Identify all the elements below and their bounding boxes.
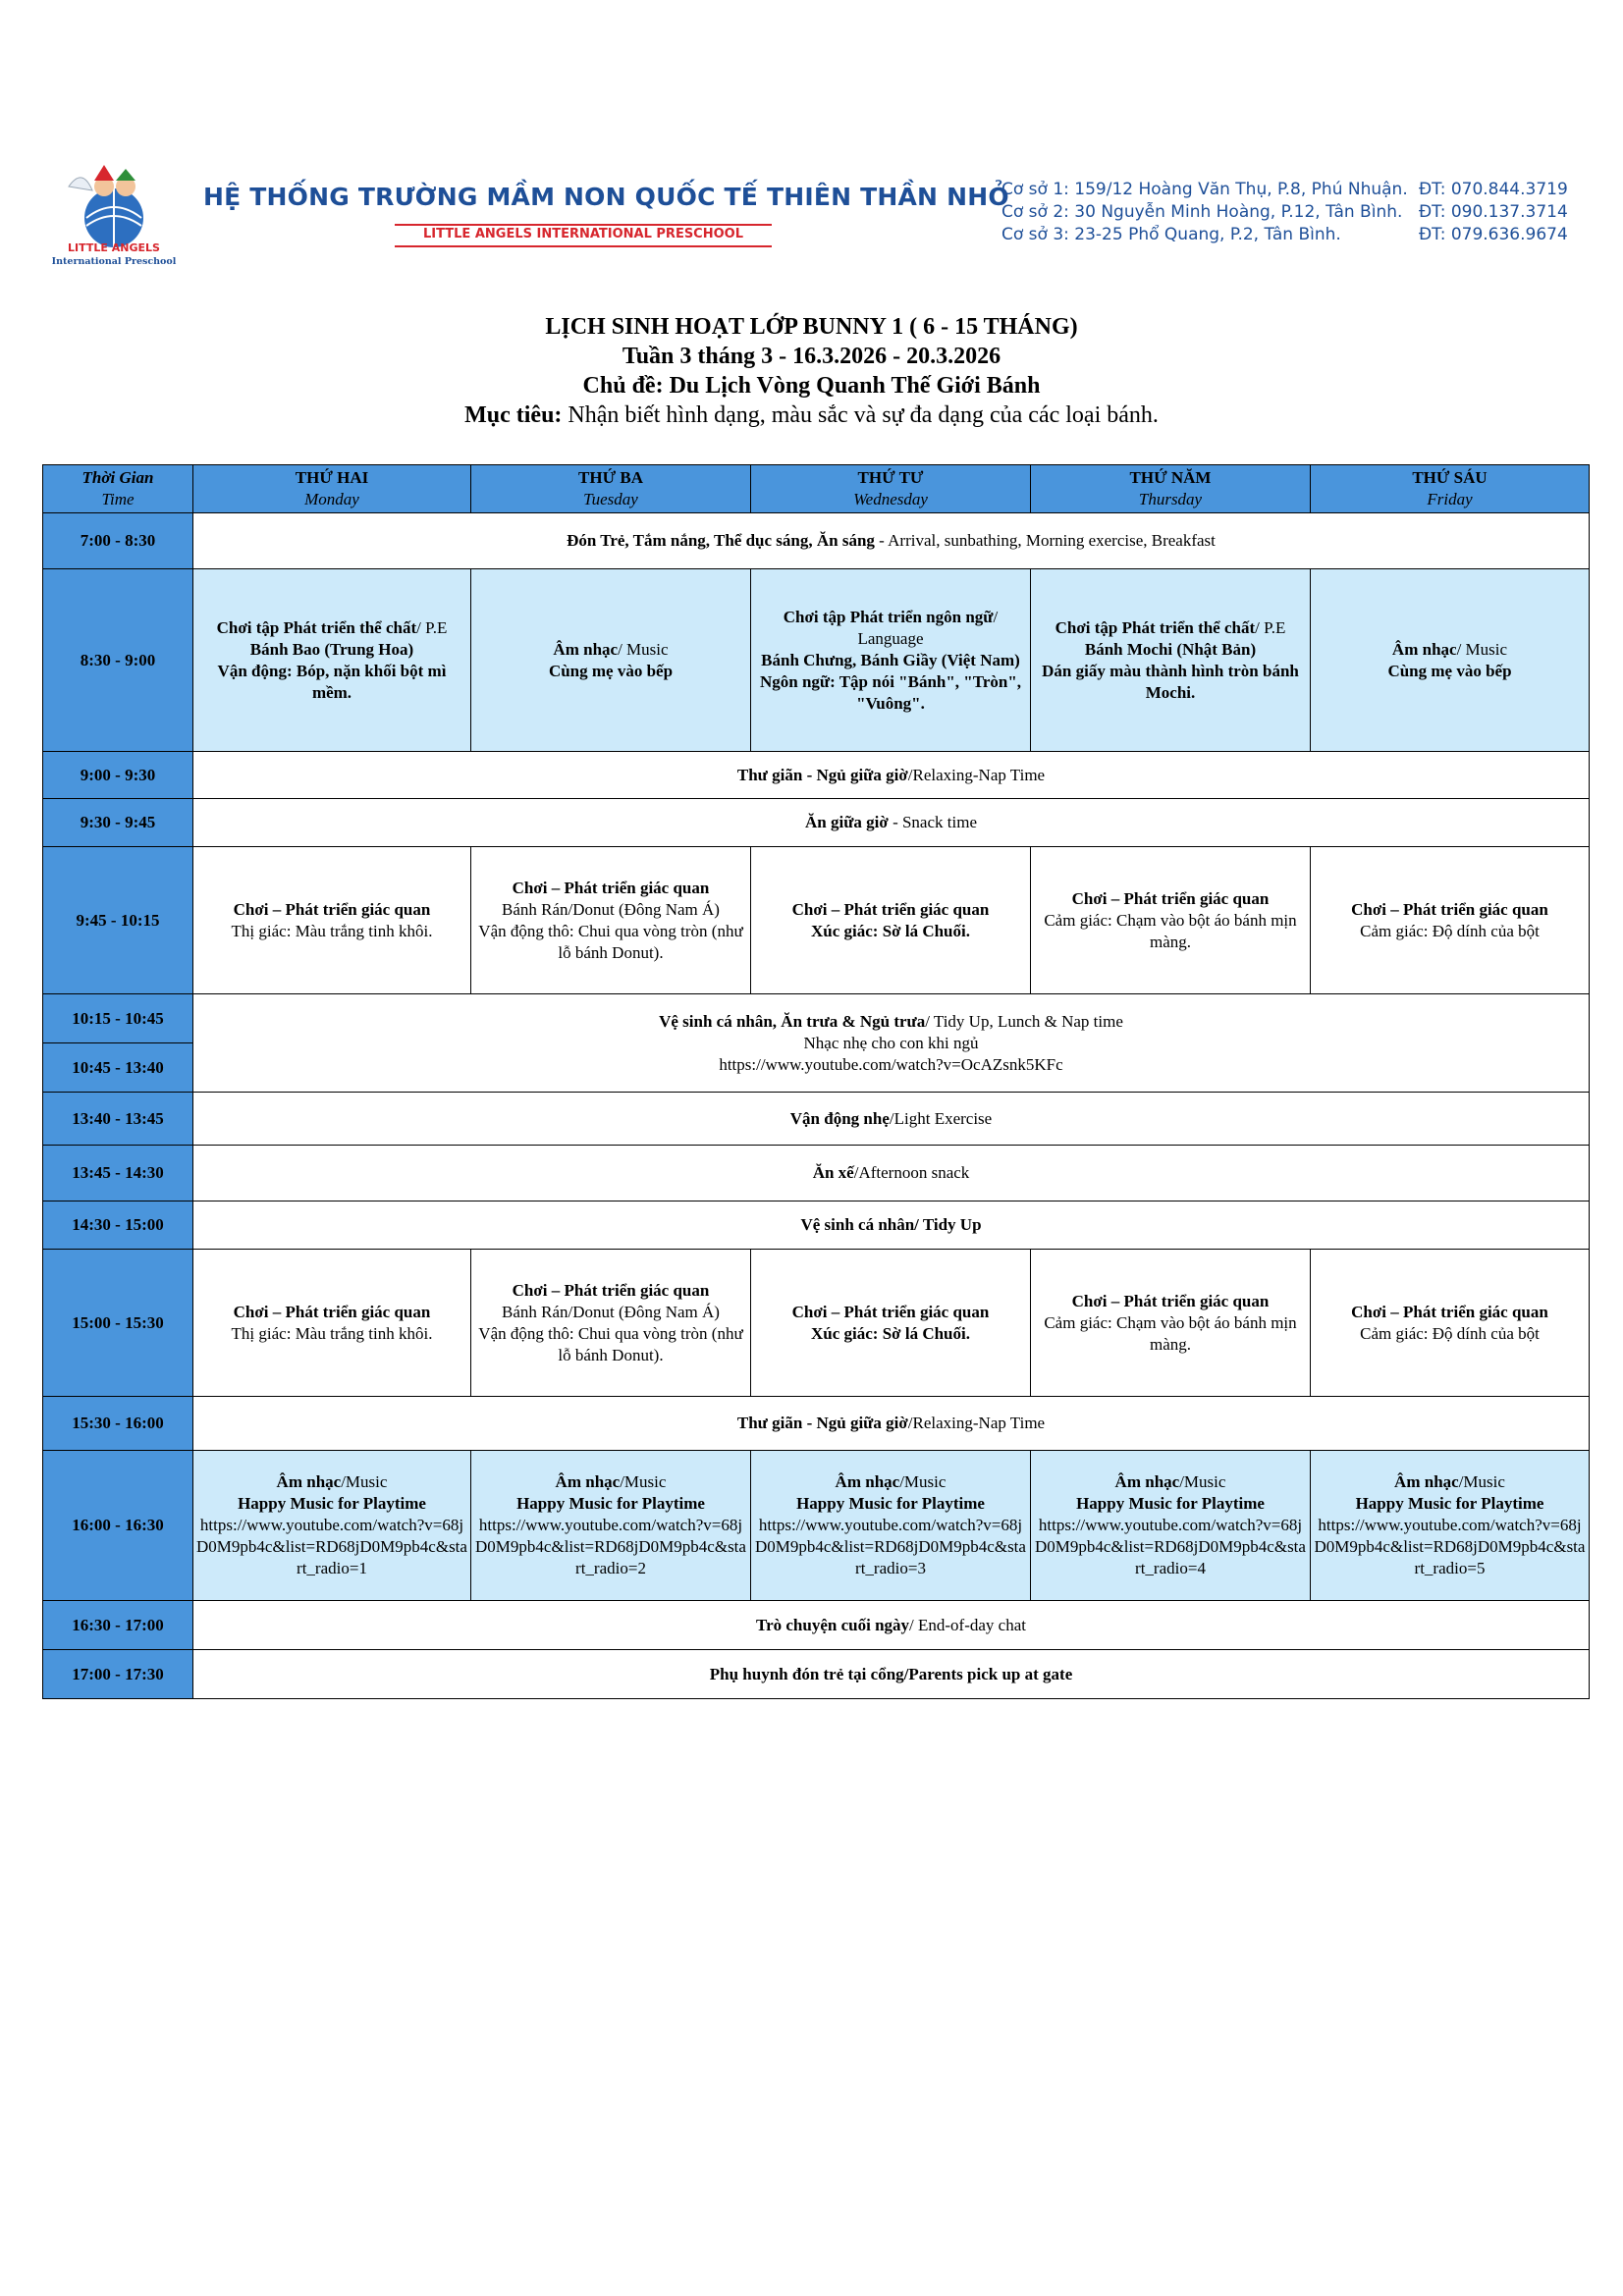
logo-text: LITTLE ANGELS bbox=[68, 241, 160, 254]
table-row bbox=[43, 994, 1590, 1043]
activity-cell: Đón Trẻ, Tắm nắng, Thể dục sáng, Ăn sáng - Arrival, sunbathing, Morning exercise, Breakfast bbox=[193, 513, 1590, 569]
time-cell: 16:00 - 16:30 bbox=[43, 1451, 193, 1601]
branch-address: Cơ sở 3: 23-25 Phổ Quang, P.2, Tân Bình. bbox=[1001, 225, 1341, 244]
brand-subtitle: LITTLE ANGELS INTERNATIONAL PRESCHOOL bbox=[422, 227, 743, 241]
activity-cell: Âm nhạc/Music Happy Music for Playtime https://www.youtube.com/watch?v=68jD0M9pb4c&list=RD68jD0M9pb4c&start_radio=1 bbox=[193, 1451, 471, 1601]
header-friday: THỨ SÁU Friday bbox=[1311, 465, 1590, 513]
activity-cell: Chơi – Phát triển giác quan Xúc giác: Sờ lá Chuối. bbox=[751, 1250, 1031, 1397]
logo-subtext: International Preschool bbox=[51, 256, 177, 267]
goal-text: Nhận biết hình dạng, màu sắc và sự đa dạng của các loại bánh. bbox=[562, 402, 1159, 428]
activity-cell: Âm nhạc/Music Happy Music for Playtime https://www.youtube.com/watch?v=68jD0M9pb4c&list=RD68jD0M9pb4c&start_radio=2 bbox=[471, 1451, 751, 1601]
branch-address: Cơ sở 1: 159/12 Hoàng Văn Thụ, P.8, Phú Nhuận. bbox=[1001, 180, 1408, 199]
time-cell: 16:30 - 17:00 bbox=[43, 1601, 193, 1650]
goal-label: Mục tiêu: bbox=[464, 402, 563, 428]
school-logo-icon bbox=[43, 147, 190, 270]
branch-list bbox=[1001, 179, 1568, 246]
activity-cell: Chơi – Phát triển giác quan Bánh Rán/Donut (Đông Nam Á) Vận động thô: Chui qua vòng tròn (như lỗ bánh Donut). bbox=[471, 1250, 751, 1397]
time-cell: 7:00 - 8:30 bbox=[43, 513, 193, 569]
table-row bbox=[43, 569, 1590, 752]
header-monday: THỨ HAI Monday bbox=[193, 465, 471, 513]
activity-cell: Chơi – Phát triển giác quan Cảm giác: Độ dính của bột bbox=[1311, 1250, 1590, 1397]
page-header bbox=[0, 0, 1623, 285]
activity-cell: Ăn xế/Afternoon snack bbox=[193, 1146, 1590, 1201]
header-thursday: THỨ NĂM Thursday bbox=[1031, 465, 1311, 513]
activity-cell: Âm nhạc/ Music Cùng mẹ vào bếp bbox=[1311, 569, 1590, 752]
table-row bbox=[43, 1201, 1590, 1250]
schedule-titles bbox=[0, 312, 1623, 430]
activity-cell: Chơi – Phát triển giác quan Cảm giác: Chạm vào bột áo bánh mịn màng. bbox=[1031, 847, 1311, 994]
schedule-theme: Chủ đề: Du Lịch Vòng Quanh Thế Giới Bánh bbox=[582, 373, 1041, 399]
activity-cell: Chơi tập Phát triển thể chất/ P.E Bánh Bao (Trung Hoa) Vận động: Bóp, nặn khối bột mì mềm. bbox=[193, 569, 471, 752]
time-cell: 15:30 - 16:00 bbox=[43, 1397, 193, 1451]
brand-divider bbox=[395, 224, 772, 226]
header-wednesday: THỨ TƯ Wednesday bbox=[751, 465, 1031, 513]
schedule-table bbox=[42, 464, 1590, 1699]
table-row bbox=[43, 1250, 1590, 1397]
header-tuesday: THỨ BA Tuesday bbox=[471, 465, 751, 513]
activity-cell: Vệ sinh cá nhân, Ăn trưa & Ngủ trưa/ Tidy Up, Lunch & Nap time Nhạc nhẹ cho con khi ngủ https://www.youtube.com/watch?v=OcAZsnk5KFc bbox=[193, 994, 1590, 1093]
activity-cell: Âm nhạc/Music Happy Music for Playtime https://www.youtube.com/watch?v=68jD0M9pb4c&list=RD68jD0M9pb4c&start_radio=4 bbox=[1031, 1451, 1311, 1601]
time-cell: 9:45 - 10:15 bbox=[43, 847, 193, 994]
table-row bbox=[43, 847, 1590, 994]
time-cell: 9:00 - 9:30 bbox=[43, 752, 193, 799]
activity-cell: Âm nhạc/ Music Cùng mẹ vào bếp bbox=[471, 569, 751, 752]
time-cell: 17:00 - 17:30 bbox=[43, 1650, 193, 1699]
table-row bbox=[43, 1451, 1590, 1601]
schedule-goal bbox=[0, 400, 1623, 430]
activity-cell: Chơi – Phát triển giác quan Cảm giác: Độ dính của bột bbox=[1311, 847, 1590, 994]
activity-cell: Chơi – Phát triển giác quan Xúc giác: Sờ lá Chuối. bbox=[751, 847, 1031, 994]
table-row bbox=[43, 1093, 1590, 1146]
time-cell: 13:45 - 14:30 bbox=[43, 1146, 193, 1201]
branch-row bbox=[1001, 201, 1568, 224]
activity-cell: Thư giãn - Ngủ giữa giờ/Relaxing-Nap Time bbox=[193, 1397, 1590, 1451]
schedule-title: LỊCH SINH HOẠT LỚP BUNNY 1 ( 6 - 15 THÁNG) bbox=[545, 314, 1078, 340]
branch-address: Cơ sở 2: 30 Nguyễn Minh Hoàng, P.12, Tân Bình. bbox=[1001, 202, 1403, 222]
table-row bbox=[43, 1146, 1590, 1201]
brand-title: HỆ THỐNG TRƯỜNG MẦM NON QUỐC TẾ THIÊN THẦN NHỎ bbox=[203, 183, 1009, 211]
activity-cell: Chơi tập Phát triển thể chất/ P.E Bánh Mochi (Nhật Bản) Dán giấy màu thành hình tròn bánh Mochi. bbox=[1031, 569, 1311, 752]
table-row bbox=[43, 1397, 1590, 1451]
time-cell: 9:30 - 9:45 bbox=[43, 799, 193, 847]
table-row bbox=[43, 752, 1590, 799]
activity-cell: Chơi tập Phát triển ngôn ngữ/ Language Bánh Chưng, Bánh Giầy (Việt Nam) Ngôn ngữ: Tập nói "Bánh", "Tròn", "Vuông". bbox=[751, 569, 1031, 752]
activity-cell: Vệ sinh cá nhân/ Tidy Up bbox=[193, 1201, 1590, 1250]
activity-cell: Chơi – Phát triển giác quan Bánh Rán/Donut (Đông Nam Á) Vận động thô: Chui qua vòng tròn (như lỗ bánh Donut). bbox=[471, 847, 751, 994]
branch-row bbox=[1001, 224, 1568, 246]
header-row bbox=[43, 465, 1590, 513]
branch-row bbox=[1001, 179, 1568, 201]
activity-cell: Vận động nhẹ/Light Exercise bbox=[193, 1093, 1590, 1146]
activity-cell: Chơi – Phát triển giác quan Cảm giác: Chạm vào bột áo bánh mịn màng. bbox=[1031, 1250, 1311, 1397]
table-row bbox=[43, 1650, 1590, 1699]
header-time: Thời Gian Time bbox=[43, 465, 193, 513]
activity-cell: Ăn giữa giờ - Snack time bbox=[193, 799, 1590, 847]
branch-phone: ĐT: 070.844.3719 bbox=[1419, 180, 1568, 199]
time-cell: 8:30 - 9:00 bbox=[43, 569, 193, 752]
activity-cell: Phụ huynh đón trẻ tại cổng/Parents pick up at gate bbox=[193, 1650, 1590, 1699]
activity-cell: Chơi – Phát triển giác quan Thị giác: Màu trắng tinh khôi. bbox=[193, 1250, 471, 1397]
activity-cell: Thư giãn - Ngủ giữa giờ/Relaxing-Nap Time bbox=[193, 752, 1590, 799]
table-row bbox=[43, 799, 1590, 847]
time-cell: 14:30 - 15:00 bbox=[43, 1201, 193, 1250]
activity-cell: Âm nhạc/Music Happy Music for Playtime https://www.youtube.com/watch?v=68jD0M9pb4c&list=RD68jD0M9pb4c&start_radio=5 bbox=[1311, 1451, 1590, 1601]
activity-cell: Trò chuyện cuối ngày/ End-of-day chat bbox=[193, 1601, 1590, 1650]
table-row bbox=[43, 1601, 1590, 1650]
branch-phone: ĐT: 079.636.9674 bbox=[1419, 225, 1568, 244]
time-cell: 10:45 - 13:40 bbox=[43, 1043, 193, 1093]
branch-phone: ĐT: 090.137.3714 bbox=[1419, 202, 1568, 222]
activity-cell: Âm nhạc/Music Happy Music for Playtime https://www.youtube.com/watch?v=68jD0M9pb4c&list=RD68jD0M9pb4c&start_radio=3 bbox=[751, 1451, 1031, 1601]
time-cell: 13:40 - 13:45 bbox=[43, 1093, 193, 1146]
activity-cell: Chơi – Phát triển giác quan Thị giác: Màu trắng tinh khôi. bbox=[193, 847, 471, 994]
time-cell: 15:00 - 15:30 bbox=[43, 1250, 193, 1397]
brand-divider-bottom bbox=[395, 245, 772, 247]
schedule-week: Tuần 3 tháng 3 - 16.3.2026 - 20.3.2026 bbox=[622, 344, 1001, 369]
table-row bbox=[43, 513, 1590, 569]
time-cell: 10:15 - 10:45 bbox=[43, 994, 193, 1043]
